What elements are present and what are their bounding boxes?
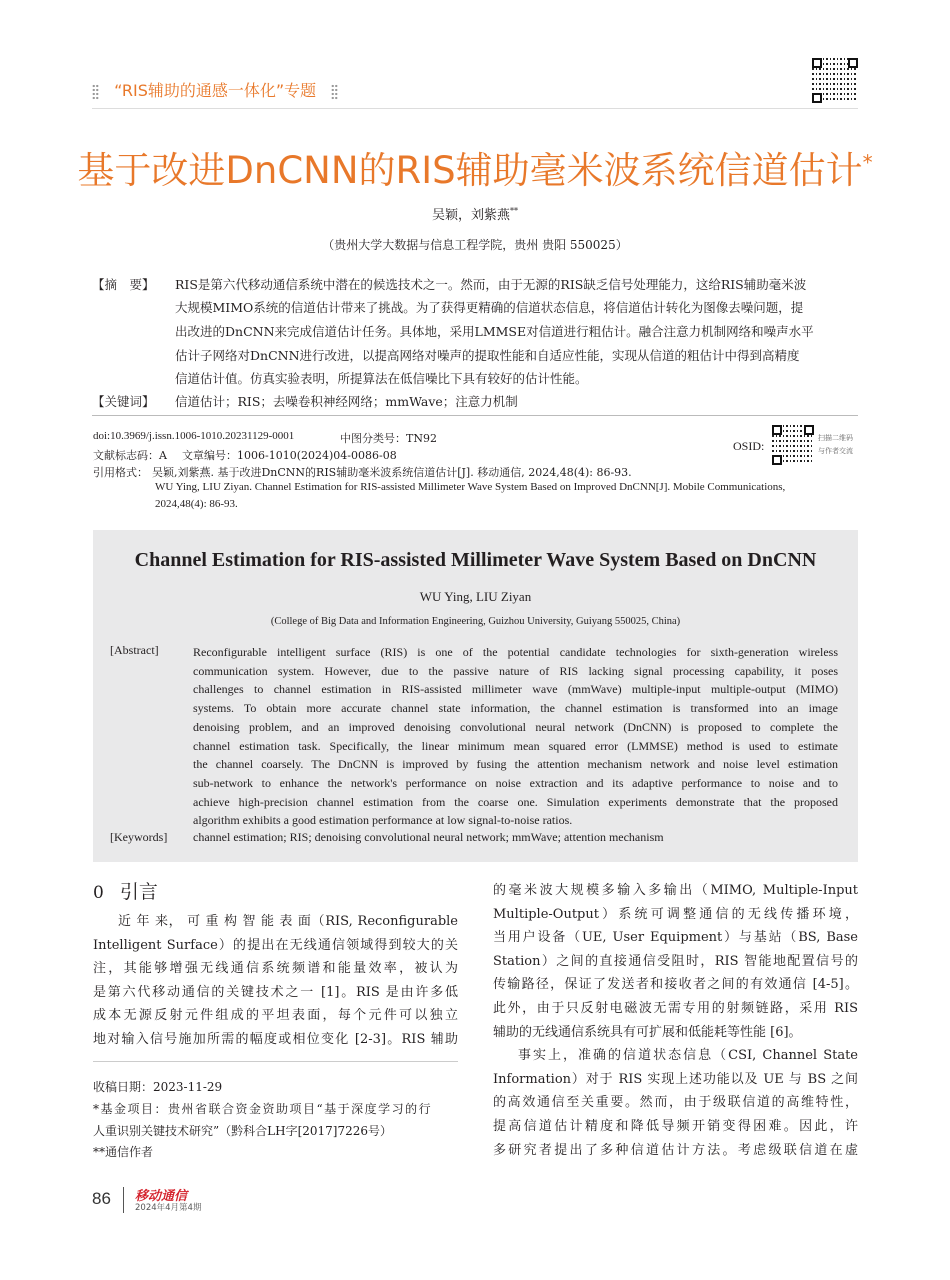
footnote-fund: *基金项目：贵州省联合资金资助项目“基于深度学习的行	[93, 1102, 433, 1116]
body-line: Multiple-Output）系统可调整通信的无线传播环境，	[493, 906, 858, 922]
issue-label: 2024年4月第4期	[135, 1203, 202, 1213]
english-abstract	[193, 643, 838, 830]
scan-note: 扫描二维码	[818, 434, 853, 442]
scan-note-2: 与作者交流	[818, 447, 853, 455]
body-line: 成本无源反射元件组成的平坦表面，每个元件可以独立	[93, 1008, 458, 1024]
abstract-label: 【摘 要】	[92, 277, 155, 292]
body-line: 事实上，准确的信道状态信息（CSI, Channel State	[518, 1048, 858, 1064]
citation-label: 引用格式：	[93, 466, 148, 479]
english-abstract-line: achieve high-precision channel estimation from the coarse one. Simulation experiments demonstrate that the proposed	[193, 794, 838, 809]
english-abstract-box	[93, 530, 858, 862]
english-keywords: channel estimation; RIS; denoising convolutional neural network; mmWave; attention mechanism	[193, 830, 664, 844]
page-title: 基于改进DnCNN的RIS辅助毫米波系统信道估计*	[77, 149, 873, 192]
keywords: 信道估计；RIS；去噪卷积神经网络；mmWave；注意力机制	[175, 394, 518, 409]
section-heading: 0 引言	[93, 881, 158, 903]
dots-icon	[92, 84, 99, 100]
footnote-fund-cont: 人重识别关键技术研究”（黔科合LH字[2017]7226号）	[93, 1124, 393, 1138]
citation-en-cont: 2024,48(4): 86-93.	[155, 498, 238, 510]
body-line: 注，其能够增强无线通信系统频谱和能量效率，被认为	[93, 961, 458, 977]
english-authors: WU Ying, LIU Ziyan	[419, 589, 532, 604]
citation-en: WU Ying, LIU Ziyan. Channel Estimation for RIS-assisted Millimeter Wave System Based on Improved DnCNN[J]. Mobile Communications,	[155, 481, 786, 493]
body-line: 提高信道估计精度和降低导频开销变得困难。因此，许	[493, 1119, 858, 1134]
footnote-corresponding: **通信作者	[93, 1145, 154, 1159]
english-abstract-line: algorithm exhibits a good estimation performance at low signal-to-noise ratios.	[193, 813, 573, 828]
english-abstract-line: challenges to channel estimation in RIS-assisted millimeter wave (mmWave) multiple-input multiple-output (MIMO)	[193, 682, 838, 697]
abstract-line: 信道估计值。仿真实验表明，所提算法在低信噪比下具有较好的估计性能。	[175, 371, 588, 386]
body-line: 此外，由于只反射电磁波无需专用的射频链路，采用 RIS	[493, 1001, 858, 1016]
body-line: 地对输入信号施加所需的幅度或相位变化 [2-3]。RIS 辅助	[93, 1032, 458, 1047]
english-keywords-label: [Keywords]	[110, 830, 168, 844]
english-abstract-line: denoising problem, and an improved denoising convolutional neural network (DnCNN) is proposed to complete the	[193, 719, 838, 734]
affiliation: （贵州大学大数据与信息工程学院，贵州 贵阳 550025）	[322, 238, 628, 252]
english-abstract-line: systems. To obtain more accurate channel state information, the channel estimation is transformed into an image	[193, 701, 838, 716]
english-abstract-line: the channel coarsely. The DnCNN is improved by fusing the attention mechanism network and noise level estimation	[193, 757, 838, 772]
body-line: 是第六代移动通信的关键技术之一 [1]。RIS 是由许多低	[93, 984, 458, 1000]
footer-divider	[123, 1187, 124, 1213]
qr-code-icon	[812, 58, 858, 103]
abstract-line: RIS是第六代移动通信系统中潜在的候选技术之一。然而，由于无源的RIS缺乏信号处理能力，这给RIS辅助毫米波	[175, 277, 807, 292]
page-number: 86	[92, 1189, 111, 1208]
english-abstract-line: sub-network to enhance the network's performance on noise extraction and its adaptive performance to noise and to	[193, 775, 838, 790]
osid-qr-icon	[772, 425, 814, 465]
footnote-rule	[93, 1061, 458, 1062]
article-number: 文章编号：1006-1010(2024)04-0086-08	[182, 449, 397, 462]
osid-label: OSID:	[733, 439, 765, 453]
english-abstract-line: channel estimation task. Specifically, the linear minimum mean squared error (LMMSE) method is used to estimate	[193, 738, 838, 753]
english-abstract-line: communication system. However, due to the passive nature of RIS lacking signal processing capability, it poses	[193, 663, 838, 678]
abstract-line: 大规模MIMO系统的信道估计带来了挑战。为了获得更精确的信道状态信息，将信道估计转化为图像去噪问题，提	[175, 300, 804, 315]
english-affiliation: (College of Big Data and Information Engineering, Guizhou University, Guiyang 550025, China)	[270, 616, 681, 627]
doi[interactable]: doi:10.3969/j.issn.1006-1010.20231129-0001	[93, 430, 295, 442]
body-line: 辅助的无线通信系统具有可扩展和低能耗等性能 [6]。	[493, 1024, 802, 1040]
body-line: 多研究者提出了多种信道估计方法。考虑级联信道在虚	[493, 1142, 858, 1158]
authors: 吴颖，刘紫燕**	[431, 206, 518, 223]
abstract-line: 出改进的DnCNN来完成信道估计任务。具体地，采用LMMSE对信道进行粗估计。融合注意力机制网络和噪声水平	[175, 324, 814, 339]
body-line: 当用户设备（UE, User Equipment）与基站（BS, Base	[493, 930, 858, 946]
topic-label: “RIS辅助的通感一体化”专题	[114, 81, 317, 100]
body-line: Intelligent Surface）的提出在无线通信领域得到较大的关	[93, 937, 458, 953]
body-line: 的毫米波大规模多输入多输出（MIMO, Multiple-Input	[493, 883, 858, 898]
body-line: 的高效通信至关重要。然而，由于级联信道的高维特性，	[493, 1095, 858, 1111]
english-title: Channel Estimation for RIS-assisted Millimeter Wave System Based on DnCNN	[134, 549, 817, 571]
abstract-line: 估计子网络对DnCNN进行改进，以提高网络对噪声的提取性能和自适应性能，实现从信道的粗估计中得到高精度	[175, 348, 800, 363]
body-line: Station）之间的直接通信受阻时，RIS 智能地配置信号的	[493, 953, 858, 969]
english-abstract-label: [Abstract]	[110, 643, 159, 657]
english-abstract-line: Reconfigurable intelligent surface (RIS) is one of the potential candidate technologies for sixth-generation wireless	[193, 645, 838, 659]
citation-cn: 吴颖,刘紫燕. 基于改进DnCNN的RIS辅助毫米波系统信道估计[J]. 移动通信, 2024,48(4): 86-93.	[152, 466, 632, 479]
header-rule	[92, 108, 858, 109]
keywords-label: 【关键词】	[92, 394, 155, 409]
journal-logo: 移动通信	[135, 1189, 188, 1204]
body-line: 近 年 来， 可 重 构 智 能 表 面（RIS, Reconfigurable	[118, 914, 458, 929]
document-code: 文献标志码：A	[93, 449, 167, 462]
clc-number: 中图分类号：TN92	[340, 432, 437, 445]
dots-icon	[331, 84, 338, 100]
divider	[92, 415, 858, 416]
footnote-received: 收稿日期：2023-11-29	[93, 1080, 223, 1094]
body-line: 传输路径，保证了发送者和接收者之间的有效通信 [4-5]。	[493, 977, 858, 993]
body-line: Information）对于 RIS 实现上述功能以及 UE 与 BS 之间	[493, 1071, 858, 1087]
topic-header	[92, 78, 338, 101]
